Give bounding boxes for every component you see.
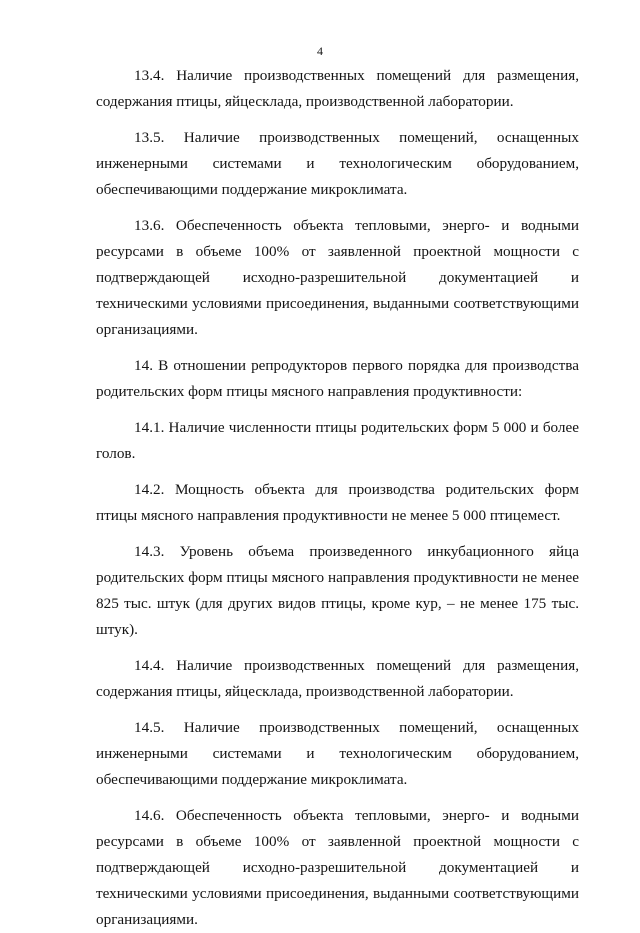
paragraph-14-4: 14.4. Наличие производственных помещений для размещения, содержания птицы, яйцесклада, производственной лаборатории. xyxy=(96,657,579,700)
paragraph-14-1: 14.1. Наличие численности птицы родительских форм 5 000 и более голов. xyxy=(96,419,579,462)
paragraph-14: 14. В отношении репродукторов первого порядка для производства родительских форм птицы мясного направления продуктивности: xyxy=(96,357,579,400)
page-number: 4 xyxy=(317,44,323,58)
paragraph-14-3: 14.3. Уровень объема произведенного инкубационного яйца родительских форм птицы мясного направления продуктивности не менее 825 тыс. штук (для других видов птицы, кроме кур, – не менее 175 тыс. штук). xyxy=(96,543,579,638)
paragraph-13-5: 13.5. Наличие производственных помещений, оснащенных инженерными системами и технологическим оборудованием, обеспечивающими поддержание микроклимата. xyxy=(96,129,579,198)
document-body xyxy=(96,63,579,933)
paragraph-14-6: 14.6. Обеспеченность объекта тепловыми, энерго- и водными ресурсами в объеме 100% от заявленной проектной мощности с подтверждающей исходно-разрешительной документацией и техническими условиями присоединения, выданными соответствующими организациями. xyxy=(96,807,579,928)
paragraph-14-5: 14.5. Наличие производственных помещений, оснащенных инженерными системами и технологическим оборудованием, обеспечивающими поддержание микроклимата. xyxy=(96,719,579,788)
paragraph-13-4: 13.4. Наличие производственных помещений для размещения, содержания птицы, яйцесклада, производственной лаборатории. xyxy=(96,67,579,110)
paragraph-14-2: 14.2. Мощность объекта для производства родительских форм птицы мясного направления продуктивности не менее 5 000 птицемест. xyxy=(96,481,579,524)
paragraph-13-6: 13.6. Обеспеченность объекта тепловыми, энерго- и водными ресурсами в объеме 100% от заявленной проектной мощности с подтверждающей исходно-разрешительной документацией и техническими условиями присоединения, выданными соответствующими организациями. xyxy=(96,217,579,338)
